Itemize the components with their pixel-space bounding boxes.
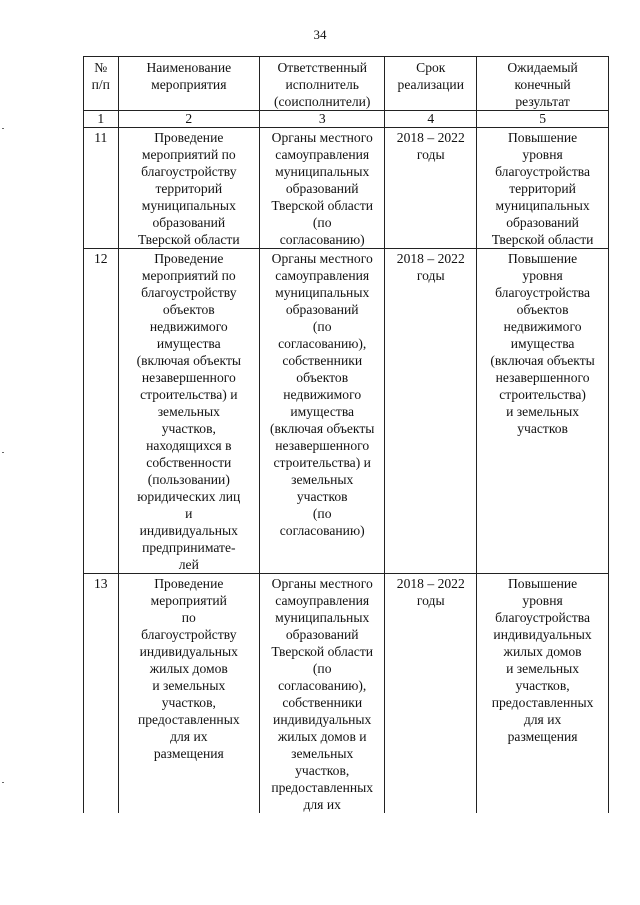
header-number: № п/п bbox=[84, 57, 119, 111]
responsible-executor: Органы местного самоуправления муниципальных образований Тверской области (по согласованию) bbox=[260, 128, 385, 249]
expected-result: Повышение уровня благоустройства объектов недвижимого имущества (включая объекты незавершенного строительства) и земельных участков bbox=[477, 249, 609, 574]
measures-table bbox=[83, 56, 609, 813]
scan-margin-mark bbox=[2, 128, 4, 129]
header-name: Наименование мероприятия bbox=[118, 57, 260, 111]
header-result: Ожидаемый конечный результат bbox=[477, 57, 609, 111]
measure-name: Проведение мероприятий по благоустройству индивидуальных жилых домов и земельных участков, предоставленных для их размещения bbox=[118, 574, 260, 814]
table-row bbox=[84, 249, 609, 574]
row-number: 13 bbox=[84, 574, 119, 814]
responsible-executor: Органы местного самоуправления муниципальных образований Тверской области (по согласованию), собственники индивидуальных жилых домов и земельных участков, предоставленных для их bbox=[260, 574, 385, 814]
column-number: 2 bbox=[118, 111, 260, 128]
expected-result: Повышение уровня благоустройства индивидуальных жилых домов и земельных участков, предоставленных для их размещения bbox=[477, 574, 609, 814]
measure-name: Проведение мероприятий по благоустройству территорий муниципальных образований Тверской области bbox=[118, 128, 260, 249]
implementation-period: 2018 – 2022 годы bbox=[385, 128, 477, 249]
measure-name: Проведение мероприятий по благоустройству объектов недвижимого имущества (включая объекты незавершенного строительства) и земельных участков, находящихся в собственности (пользовании) юридических лиц и индивидуальных предпринимате- лей bbox=[118, 249, 260, 574]
column-number: 3 bbox=[260, 111, 385, 128]
implementation-period: 2018 – 2022 годы bbox=[385, 249, 477, 574]
column-number: 4 bbox=[385, 111, 477, 128]
row-number: 12 bbox=[84, 249, 119, 574]
expected-result: Повышение уровня благоустройства территорий муниципальных образований Тверской области bbox=[477, 128, 609, 249]
table-row bbox=[84, 128, 609, 249]
scan-margin-mark bbox=[2, 782, 4, 783]
row-number: 11 bbox=[84, 128, 119, 249]
header-row bbox=[84, 57, 609, 111]
header-executor: Ответственный исполнитель (соисполнители) bbox=[260, 57, 385, 111]
responsible-executor: Органы местного самоуправления муниципальных образований (по согласованию), собственники объектов недвижимого имущества (включая объекты незавершенного строительства) и земельных участков (по согласованию) bbox=[260, 249, 385, 574]
header-period: Срок реализации bbox=[385, 57, 477, 111]
page-number: 34 bbox=[313, 27, 327, 42]
scan-margin-mark bbox=[2, 452, 4, 453]
column-numbers-row bbox=[84, 111, 609, 128]
column-number: 5 bbox=[477, 111, 609, 128]
implementation-period: 2018 – 2022 годы bbox=[385, 574, 477, 814]
table-row bbox=[84, 574, 609, 814]
column-number: 1 bbox=[84, 111, 119, 128]
